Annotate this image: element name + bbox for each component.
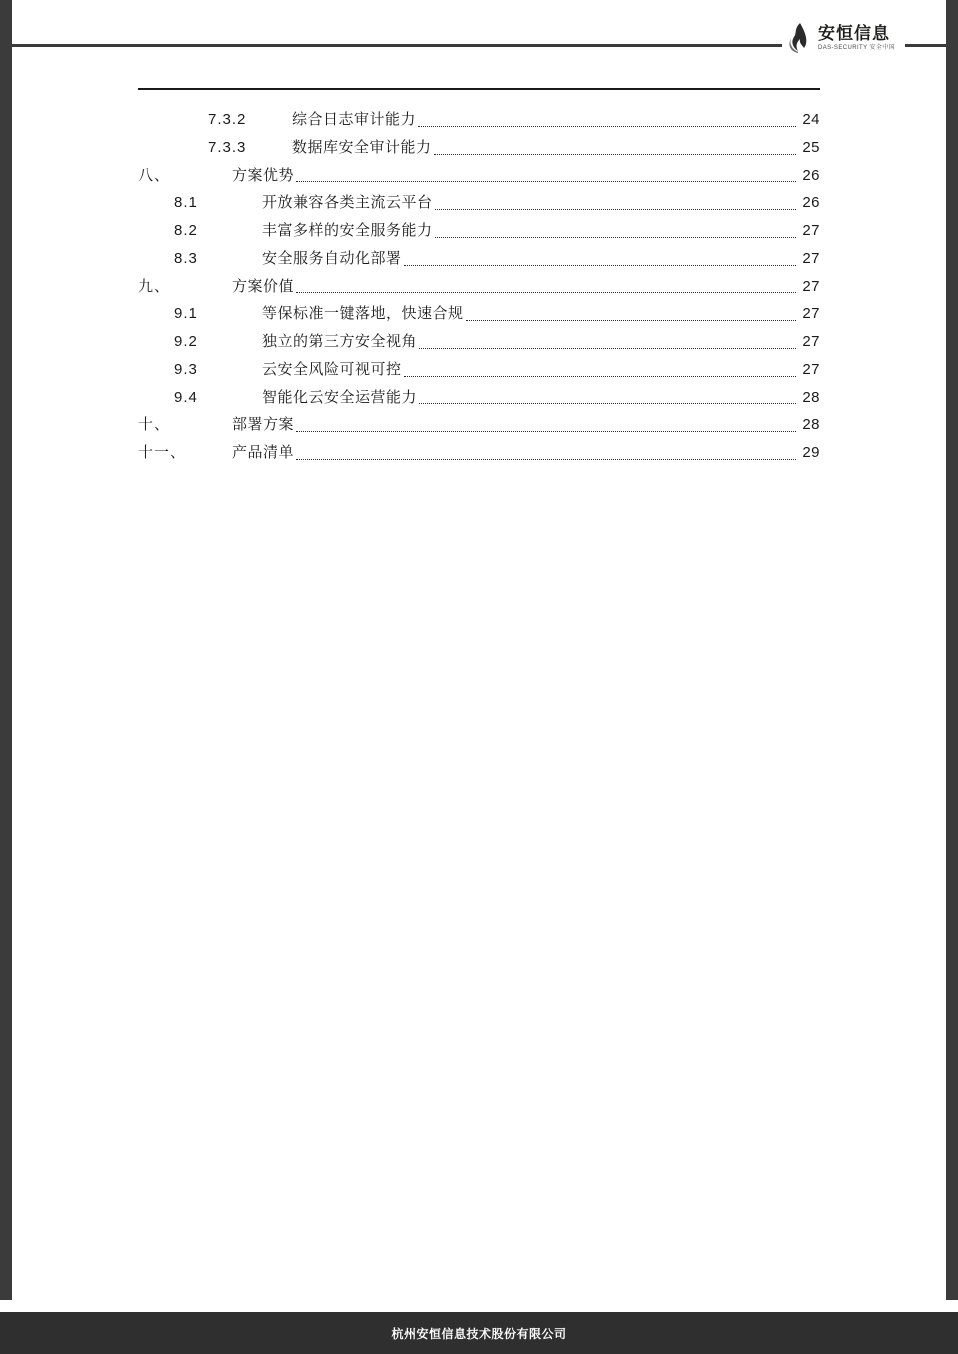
page-footer xyxy=(0,1312,958,1354)
toc-entry-page: 27 xyxy=(802,360,820,378)
toc-entry[interactable] xyxy=(138,328,820,356)
toc-entry[interactable] xyxy=(138,411,820,439)
toc-entry-number: 9.1 xyxy=(174,305,198,323)
header-rule-left xyxy=(12,44,782,47)
toc-entry-page: 26 xyxy=(802,194,820,212)
logo-brand-cn: 安恒信息 xyxy=(818,24,890,43)
toc-leader-dots xyxy=(296,180,796,182)
toc-entry-number: 8.2 xyxy=(174,222,198,239)
toc-leader-dots xyxy=(435,208,796,210)
toc-entry-number: 八、 xyxy=(138,166,171,184)
toc-leader-dots xyxy=(404,375,796,377)
toc-entry-number: 9.3 xyxy=(174,360,198,378)
toc-leader-dots xyxy=(404,264,796,266)
table-of-contents xyxy=(138,88,820,467)
toc-entry[interactable] xyxy=(138,189,820,217)
logo-text-block xyxy=(818,25,895,51)
toc-entry-title: 安全服务自动化部署 xyxy=(262,249,402,267)
toc-leader-dots xyxy=(296,430,796,432)
toc-leader-dots xyxy=(296,291,796,293)
toc-entry-title: 独立的第三方安全视角 xyxy=(262,333,418,350)
page-right-band xyxy=(946,0,958,1354)
toc-entry-number: 7.3.2 xyxy=(208,111,247,128)
toc-entry-number: 九、 xyxy=(138,277,171,295)
toc-leader-dots xyxy=(419,402,796,404)
toc-leader-dots xyxy=(296,458,796,460)
toc-entry-title: 方案优势 xyxy=(232,166,295,184)
toc-entry[interactable] xyxy=(138,245,820,273)
toc-entry-title: 等保标准一键落地，快速合规 xyxy=(262,305,464,323)
header-rule-right xyxy=(905,44,946,47)
toc-entry-page: 27 xyxy=(802,305,820,323)
toc-entry[interactable] xyxy=(138,134,820,162)
toc-entry[interactable] xyxy=(138,273,820,301)
toc-entry-title: 综合日志审计能力 xyxy=(292,111,417,128)
footer-spacer xyxy=(0,1300,958,1312)
toc-leader-dots xyxy=(434,153,796,155)
toc-entry-page: 27 xyxy=(802,333,820,350)
toc-entry-number: 9.4 xyxy=(174,388,198,406)
toc-entry-number: 8.1 xyxy=(174,194,198,212)
toc-entry[interactable] xyxy=(138,356,820,384)
toc-entry-title: 开放兼容各类主流云平台 xyxy=(262,194,433,212)
toc-entry-page: 27 xyxy=(802,277,820,295)
toc-entry-title: 丰富多样的安全服务能力 xyxy=(262,222,433,239)
toc-entry-page: 28 xyxy=(802,416,820,434)
toc-entry-page: 27 xyxy=(802,249,820,267)
flame-logo-icon xyxy=(786,22,812,54)
toc-entry-number: 7.3.3 xyxy=(208,138,247,156)
toc-leader-dots xyxy=(418,125,796,127)
toc-entry-title: 方案价值 xyxy=(232,277,295,295)
toc-entry-page: 24 xyxy=(802,111,820,128)
toc-entry-title: 智能化云安全运营能力 xyxy=(262,388,418,406)
toc-entry-title: 部署方案 xyxy=(232,416,295,434)
toc-entry-title: 产品清单 xyxy=(232,444,295,461)
toc-entry-number: 十、 xyxy=(138,416,171,434)
page-left-band xyxy=(0,0,12,1354)
toc-entry[interactable] xyxy=(138,217,820,245)
toc-entry-number: 9.2 xyxy=(174,333,198,350)
toc-entry-number: 十一、 xyxy=(138,444,187,461)
company-logo xyxy=(786,16,904,60)
toc-entry-number: 8.3 xyxy=(174,249,198,267)
toc-leader-dots xyxy=(419,347,796,349)
toc-entry-page: 26 xyxy=(802,166,820,184)
toc-entry-page: 28 xyxy=(802,388,820,406)
toc-entry[interactable] xyxy=(138,106,820,134)
toc-entry-page: 29 xyxy=(802,444,820,461)
toc-entry-title: 云安全风险可视可控 xyxy=(262,360,402,378)
toc-entry[interactable] xyxy=(138,162,820,190)
toc-entry-title: 数据库安全审计能力 xyxy=(292,138,432,156)
logo-brand-en: DAS-SECURITY 安全中国 xyxy=(818,45,896,51)
toc-entry-page: 25 xyxy=(802,138,820,156)
toc-entry[interactable] xyxy=(138,384,820,412)
toc-entry-page: 27 xyxy=(802,222,820,239)
footer-company-name: 杭州安恒信息技术股份有限公司 xyxy=(391,1326,567,1341)
toc-entry[interactable] xyxy=(138,439,820,467)
toc-leader-dots xyxy=(435,236,796,238)
toc-leader-dots xyxy=(466,319,796,321)
toc-entry[interactable] xyxy=(138,300,820,328)
toc-top-divider xyxy=(138,88,820,90)
